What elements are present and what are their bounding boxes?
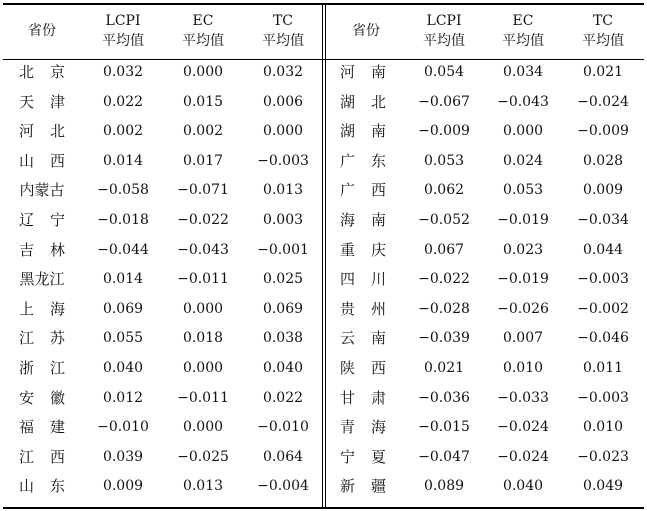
tc-value: 0.009 [582, 182, 624, 198]
header-rule [3, 59, 644, 60]
lcpi-value: 0.014 [102, 153, 144, 169]
ec-value: −0.019 [497, 271, 549, 287]
tc-value: −0.003 [577, 390, 629, 406]
lcpi-value: −0.018 [97, 212, 149, 228]
ec-value: 0.053 [502, 182, 544, 198]
lcpi-value: −0.039 [418, 330, 470, 346]
province-name: 福 建 [19, 418, 65, 436]
ec-value: 0.000 [182, 360, 224, 376]
lcpi-value: 0.069 [102, 301, 144, 317]
province-name: 重 庆 [340, 241, 386, 259]
header-tc: TC 平均值 [582, 13, 624, 49]
ec-value: −0.011 [177, 271, 229, 287]
header-lcpi: LCPI 平均值 [423, 13, 465, 49]
ec-value: −0.026 [497, 301, 549, 317]
ec-value: −0.022 [177, 212, 229, 228]
tc-value: 0.069 [262, 301, 304, 317]
ec-value: 0.023 [502, 242, 544, 258]
province-name: 青 海 [340, 418, 386, 436]
province-name: 山 东 [19, 477, 65, 495]
ec-value: 0.010 [502, 360, 544, 376]
province-name: 湖 南 [340, 122, 386, 140]
tc-value: −0.024 [577, 94, 629, 110]
province-name: 天 津 [19, 93, 65, 111]
ec-value: 0.007 [502, 330, 544, 346]
province-name: 陕 西 [340, 359, 386, 377]
ec-value: −0.025 [177, 449, 229, 465]
province-name: 吉 林 [19, 241, 65, 259]
lcpi-value: −0.047 [418, 449, 470, 465]
tc-value: −0.046 [577, 330, 629, 346]
province-name: 安 徽 [19, 389, 65, 407]
province-name: 北 京 [19, 63, 65, 81]
province-name: 上 海 [19, 300, 65, 318]
province-name: 山 西 [19, 152, 65, 170]
tc-value: −0.001 [257, 242, 309, 258]
lcpi-value: −0.010 [97, 419, 149, 435]
tc-value: 0.003 [262, 212, 304, 228]
tc-value: 0.044 [582, 242, 624, 258]
lcpi-value: 0.053 [423, 153, 465, 169]
tc-value: 0.038 [262, 330, 304, 346]
ec-value: 0.024 [502, 153, 544, 169]
tc-value: −0.023 [577, 449, 629, 465]
lcpi-value: 0.039 [102, 449, 144, 465]
column-divider [325, 3, 326, 508]
lcpi-value: 0.009 [102, 478, 144, 494]
province-name: 黑龙江 [19, 270, 65, 288]
tc-value: 0.040 [262, 360, 304, 376]
tc-value: 0.006 [262, 94, 304, 110]
province-name: 贵 州 [340, 300, 386, 318]
province-name: 浙 江 [19, 359, 65, 377]
ec-value: 0.015 [182, 94, 224, 110]
lcpi-value: −0.058 [97, 182, 149, 198]
lcpi-value: 0.032 [102, 64, 144, 80]
ec-value: 0.013 [182, 478, 224, 494]
tc-value: −0.010 [257, 419, 309, 435]
ec-value: 0.018 [182, 330, 224, 346]
tc-value: −0.003 [257, 153, 309, 169]
province-name: 云 南 [340, 329, 386, 347]
ec-value: −0.011 [177, 390, 229, 406]
ec-value: −0.019 [497, 212, 549, 228]
province-name: 湖 北 [340, 93, 386, 111]
ec-value: −0.071 [177, 182, 229, 198]
tc-value: 0.049 [582, 478, 624, 494]
province-name: 新 疆 [340, 477, 386, 495]
province-name: 河 南 [340, 63, 386, 81]
lcpi-value: 0.014 [102, 271, 144, 287]
header-ec: EC 平均值 [502, 13, 544, 49]
lcpi-value: 0.002 [102, 123, 144, 139]
province-name: 广 东 [340, 152, 386, 170]
tc-value: −0.003 [577, 271, 629, 287]
tc-value: 0.000 [262, 123, 304, 139]
lcpi-value: 0.022 [102, 94, 144, 110]
bottom-rule [3, 507, 644, 509]
tc-value: 0.010 [582, 419, 624, 435]
header-province: 省份 [352, 23, 380, 39]
tc-value: 0.022 [262, 390, 304, 406]
province-name: 河 北 [19, 122, 65, 140]
column-divider [322, 3, 323, 508]
tc-value: 0.011 [582, 360, 624, 376]
lcpi-value: −0.028 [418, 301, 470, 317]
ec-value: 0.017 [182, 153, 224, 169]
province-name: 宁 夏 [340, 448, 386, 466]
tc-value: 0.064 [262, 449, 304, 465]
lcpi-value: −0.052 [418, 212, 470, 228]
tc-value: −0.009 [577, 123, 629, 139]
tc-value: 0.021 [582, 64, 624, 80]
tc-value: −0.034 [577, 212, 629, 228]
lcpi-value: −0.015 [418, 419, 470, 435]
ec-value: 0.000 [182, 301, 224, 317]
lcpi-value: 0.055 [102, 330, 144, 346]
ec-value: −0.043 [497, 94, 549, 110]
lcpi-value: 0.089 [423, 478, 465, 494]
header-province: 省份 [28, 23, 56, 39]
ec-value: −0.043 [177, 242, 229, 258]
lcpi-value: −0.009 [418, 123, 470, 139]
ec-value: 0.034 [502, 64, 544, 80]
province-name: 江 苏 [19, 329, 65, 347]
province-name: 内蒙古 [19, 181, 65, 199]
province-name: 江 西 [19, 448, 65, 466]
lcpi-value: 0.062 [423, 182, 465, 198]
province-name: 辽 宁 [19, 211, 65, 229]
province-name: 海 南 [340, 211, 386, 229]
tc-value: 0.013 [262, 182, 304, 198]
tc-value: 0.032 [262, 64, 304, 80]
ec-value: 0.002 [182, 123, 224, 139]
lcpi-value: 0.054 [423, 64, 465, 80]
ec-value: 0.000 [182, 419, 224, 435]
province-name: 甘 肃 [340, 389, 386, 407]
ec-value: −0.033 [497, 390, 549, 406]
lcpi-value: 0.012 [102, 390, 144, 406]
header-ec: EC 平均值 [182, 13, 224, 49]
ec-value: 0.000 [182, 64, 224, 80]
ec-value: 0.000 [502, 123, 544, 139]
lcpi-value: −0.022 [418, 271, 470, 287]
tc-value: −0.004 [257, 478, 309, 494]
header-lcpi: LCPI 平均值 [102, 13, 144, 49]
top-rule [3, 3, 644, 5]
tc-value: 0.028 [582, 153, 624, 169]
tc-value: −0.002 [577, 301, 629, 317]
lcpi-value: −0.044 [97, 242, 149, 258]
lcpi-value: −0.036 [418, 390, 470, 406]
tc-value: 0.025 [262, 271, 304, 287]
province-name: 四 川 [340, 270, 386, 288]
province-name: 广 西 [340, 181, 386, 199]
lcpi-value: 0.067 [423, 242, 465, 258]
ec-value: −0.024 [497, 449, 549, 465]
lcpi-value: 0.040 [102, 360, 144, 376]
ec-value: −0.024 [497, 419, 549, 435]
lcpi-value: 0.021 [423, 360, 465, 376]
ec-value: 0.040 [502, 478, 544, 494]
header-tc: TC 平均值 [262, 13, 304, 49]
lcpi-value: −0.067 [418, 94, 470, 110]
